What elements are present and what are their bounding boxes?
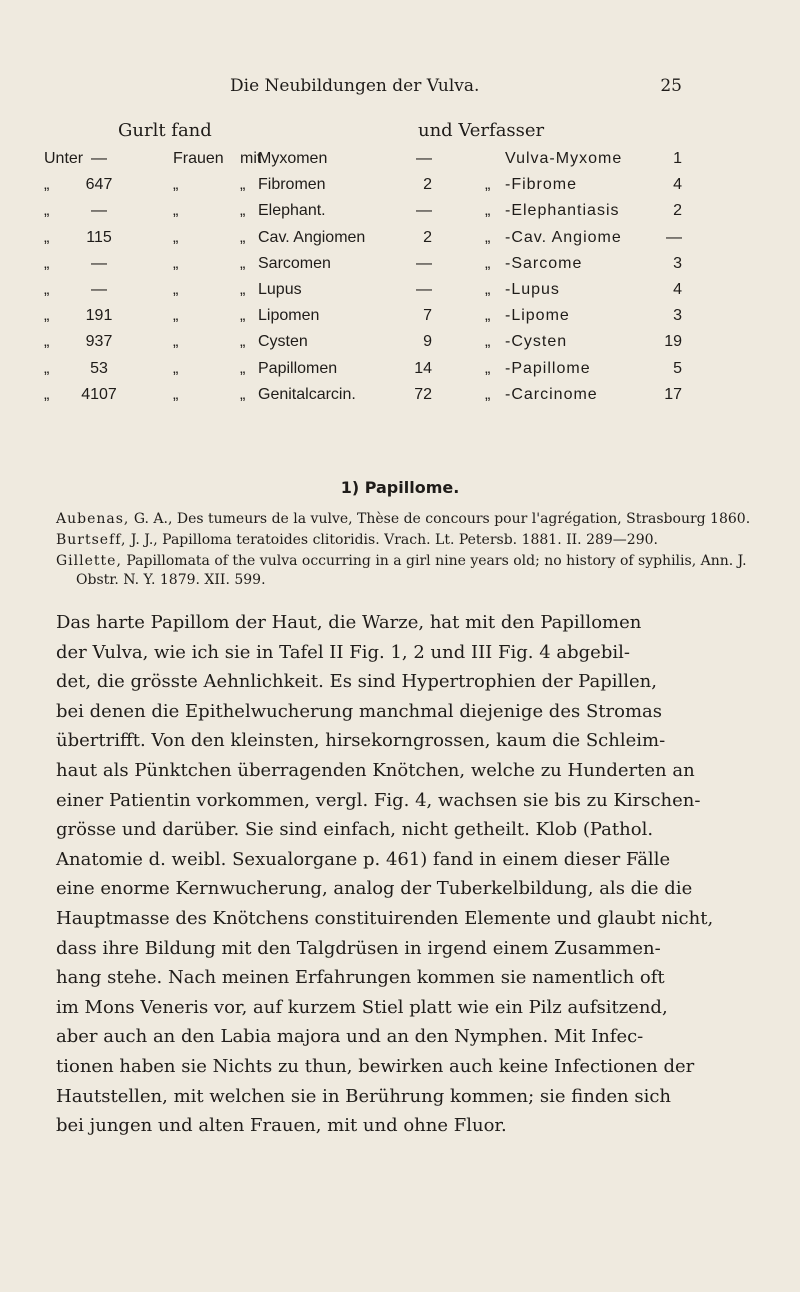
table-cell-name: Fibromen xyxy=(258,176,326,194)
text-line: übertrifft. Von den kleinsten, hirsekorngrossen, kaum die Schleim- xyxy=(56,730,666,752)
reference-author: Aubenas, xyxy=(56,511,130,527)
table-row xyxy=(0,176,800,202)
table-cell-q2: „ xyxy=(173,359,179,377)
table-cell-name: Sarcomen xyxy=(258,254,331,272)
table-cell-q4: „ xyxy=(485,385,491,403)
body-text xyxy=(56,608,756,1141)
reference-text: G. A., Des tumeurs de la vulve, Thèse de concours pour l'agrégation, Strasbourg 1860. xyxy=(129,511,751,527)
table-cell-n: 115 xyxy=(86,228,112,246)
table-cell-q2: „ xyxy=(173,333,179,351)
text-line: Anatomie d. weibl. Sexualorgane p. 461) fand in einem dieser Fälle xyxy=(56,848,671,870)
reference-text: J. J., Papilloma teratoides clitoridis. Vrach. Lt. Petersb. 1881. II. 289—290. xyxy=(126,532,658,548)
table-cell-n: 191 xyxy=(85,307,113,325)
table-row xyxy=(0,386,800,412)
table-cell-v1: 14 xyxy=(414,359,432,377)
table-cell-g: -Papillome xyxy=(505,359,591,377)
table-cell-name: Papillomen xyxy=(258,359,338,377)
table-row xyxy=(0,281,800,307)
table-cell-name: Lupus xyxy=(258,280,302,298)
text-line: grösse und darüber. Sie sind einfach, nicht getheilt. Klob (Pathol. xyxy=(56,819,654,841)
reference-author: Burtseff, xyxy=(56,532,127,548)
table-row xyxy=(0,150,800,176)
section-title: 1) Papillome. xyxy=(340,478,460,497)
table-cell-v1: — xyxy=(416,280,432,298)
text-line: aber auch an den Labia majora und an den Nymphen. Mit Infec- xyxy=(56,1026,644,1048)
table-cell-q1: Unter xyxy=(44,150,84,167)
table-cell-q2: „ xyxy=(173,307,179,325)
table-cell-v2: 1 xyxy=(673,150,682,167)
table-cell-q1: „ xyxy=(44,385,50,403)
table-cell-n: 647 xyxy=(85,176,113,194)
table-cell-v2: 4 xyxy=(673,280,682,298)
table-row xyxy=(0,229,800,255)
running-head xyxy=(0,76,800,102)
reference-item xyxy=(56,552,756,590)
text-line: haut als Pünktchen überragenden Knötchen, welche zu Hunderten an xyxy=(56,759,695,781)
table-cell-q3: „ xyxy=(240,202,246,220)
text-line: im Mons Veneris vor, auf kurzem Stiel platt wie ein Pilz aufsitzend, xyxy=(56,996,668,1018)
table-cell-q2: „ xyxy=(173,385,179,403)
table-cell-n: 4107 xyxy=(81,385,117,403)
text-line: bei denen die Epithelwucherung manchmal diejenige des Stromas xyxy=(56,700,662,722)
text-line: eine enorme Kernwucherung, analog der Tuberkelbildung, als die die xyxy=(56,878,693,900)
table-cell-v2: 19 xyxy=(664,333,682,351)
table-cell-name: Myxomen xyxy=(258,150,328,167)
text-line: tionen haben sie Nichts zu thun, bewirken auch keine Infectionen der xyxy=(56,1055,695,1077)
table-cell-v2: — xyxy=(666,228,682,246)
table-cell-v2: 3 xyxy=(673,307,682,325)
reference-item xyxy=(56,510,756,529)
text-line: einer Patientin vorkommen, vergl. Fig. 4, wachsen sie bis zu Kirschen- xyxy=(56,789,701,811)
table-cell-q3: „ xyxy=(240,280,246,298)
table-cell-v1: 7 xyxy=(423,307,432,325)
table-cell-q2: „ xyxy=(173,176,179,194)
table-cell-g: Vulva-Myxome xyxy=(505,150,623,167)
reference-item xyxy=(56,531,756,550)
table-cell-g: -Elephantiasis xyxy=(505,202,620,220)
table-cell-n: 937 xyxy=(85,333,113,351)
table-cell-q1: „ xyxy=(44,333,50,351)
table-cell-q3: mit xyxy=(240,150,262,167)
text-line: der Vulva, wie ich sie in Tafel II Fig. 1, 2 und III Fig. 4 abgebil- xyxy=(56,641,630,663)
table-cell-q4: „ xyxy=(485,228,491,246)
table-cell-q1: „ xyxy=(44,176,50,194)
table-cell-v1: — xyxy=(416,202,432,220)
table-cell-q4: „ xyxy=(485,359,491,377)
text-line: bei jungen und alten Frauen, mit und ohne Fluor. xyxy=(56,1115,507,1137)
text-line: Hauptmasse des Knötchens constituirenden Elemente und glaubt nicht, xyxy=(56,907,714,929)
table-cell-q1: „ xyxy=(44,307,50,325)
running-title: Die Neubildungen der Vulva. xyxy=(230,76,480,96)
table-cell-v2: 17 xyxy=(664,385,682,403)
table-row xyxy=(0,202,800,228)
table-cell-q4: „ xyxy=(485,254,491,272)
table-cell-q2: „ xyxy=(173,228,179,246)
table-cell-q3: „ xyxy=(240,359,246,377)
table-cell-n: — xyxy=(91,254,107,272)
table-cell-v1: — xyxy=(416,254,432,272)
table-cell-q4: „ xyxy=(485,176,491,194)
text-line: hang stehe. Nach meinen Erfahrungen kommen sie namentlich oft xyxy=(56,967,665,989)
table-cell-q3: „ xyxy=(240,228,246,246)
table-cell-g: -Lupus xyxy=(505,280,560,298)
table-row xyxy=(0,360,800,386)
table-cell-q3: „ xyxy=(240,333,246,351)
table-row xyxy=(0,255,800,281)
text-line: Hautstellen, mit welchen sie in Berührung kommen; sie finden sich xyxy=(56,1085,671,1107)
statistics-table xyxy=(0,150,800,412)
table-cell-n: — xyxy=(91,280,107,298)
table-cell-v2: 4 xyxy=(673,176,682,194)
table-cell-q1: „ xyxy=(44,280,50,298)
table-cell-v1: — xyxy=(416,150,432,167)
text-line: Das harte Papillom der Haut, die Warze, hat mit den Papillomen xyxy=(56,612,642,633)
table-cell-q1: „ xyxy=(44,228,50,246)
table-cell-v2: 5 xyxy=(673,359,682,377)
table-cell-g: -Carcinome xyxy=(505,385,598,403)
table-cell-q2: „ xyxy=(173,202,179,220)
table-cell-q3: „ xyxy=(240,176,246,194)
table-cell-q3: „ xyxy=(240,385,246,403)
table-cell-n: — xyxy=(91,202,107,220)
table-cell-g: -Cav. Angiome xyxy=(505,228,622,246)
table-cell-q4: „ xyxy=(485,307,491,325)
table-cell-v1: 2 xyxy=(423,228,432,246)
table-cell-name: Elephant. xyxy=(258,202,326,220)
table-cell-name: Genitalcarcin. xyxy=(258,385,356,403)
text-line: dass ihre Bildung mit den Talgdrüsen in irgend einem Zusammen- xyxy=(56,937,661,959)
table-cell-q2: „ xyxy=(173,280,179,298)
table-cell-v1: 9 xyxy=(423,333,432,351)
table-cell-name: Lipomen xyxy=(258,307,320,325)
reference-author: Gillette, xyxy=(56,553,122,569)
table-cell-q2: Frauen xyxy=(173,150,224,167)
reference-text: Papillomata of the vulva occurring in a girl nine years old; no history of syphilis, Ann. J. Obstr. N. Y. 1879. XII. 599. xyxy=(76,553,747,588)
table-cell-q3: „ xyxy=(240,307,246,325)
table-cell-name: Cav. Angiomen xyxy=(258,228,366,246)
table-cell-q3: „ xyxy=(240,254,246,272)
table-row xyxy=(0,333,800,359)
table-cell-q4: „ xyxy=(485,280,491,298)
text-line: det, die grösste Aehnlichkeit. Es sind Hypertrophien der Papillen, xyxy=(56,671,657,693)
table-cell-v2: 3 xyxy=(673,254,682,272)
reference-list xyxy=(56,510,756,592)
table-cell-v1: 72 xyxy=(414,385,432,403)
table-header-left: Gurlt fand xyxy=(118,120,212,141)
table-cell-q4: „ xyxy=(485,202,491,220)
table-cell-v2: 2 xyxy=(673,202,682,220)
table-cell-q2: „ xyxy=(173,254,179,272)
table-cell-g: -Fibrome xyxy=(505,176,578,194)
table-cell-g: -Sarcome xyxy=(505,254,583,272)
table-cell-name: Cysten xyxy=(258,333,308,351)
table-cell-v1: 2 xyxy=(423,176,432,194)
page-number: 25 xyxy=(660,76,682,96)
table-cell-q1: „ xyxy=(44,202,50,220)
table-cell-n: — xyxy=(91,150,107,167)
table-cell-n: 53 xyxy=(90,359,108,377)
table-cell-q1: „ xyxy=(44,254,50,272)
table-header xyxy=(0,120,800,148)
table-cell-g: -Lipome xyxy=(505,307,570,325)
table-row xyxy=(0,307,800,333)
table-cell-q1: „ xyxy=(44,359,50,377)
table-header-right: und Verfasser xyxy=(418,120,545,141)
table-cell-q4: „ xyxy=(485,333,491,351)
table-cell-g: -Cysten xyxy=(505,333,568,351)
